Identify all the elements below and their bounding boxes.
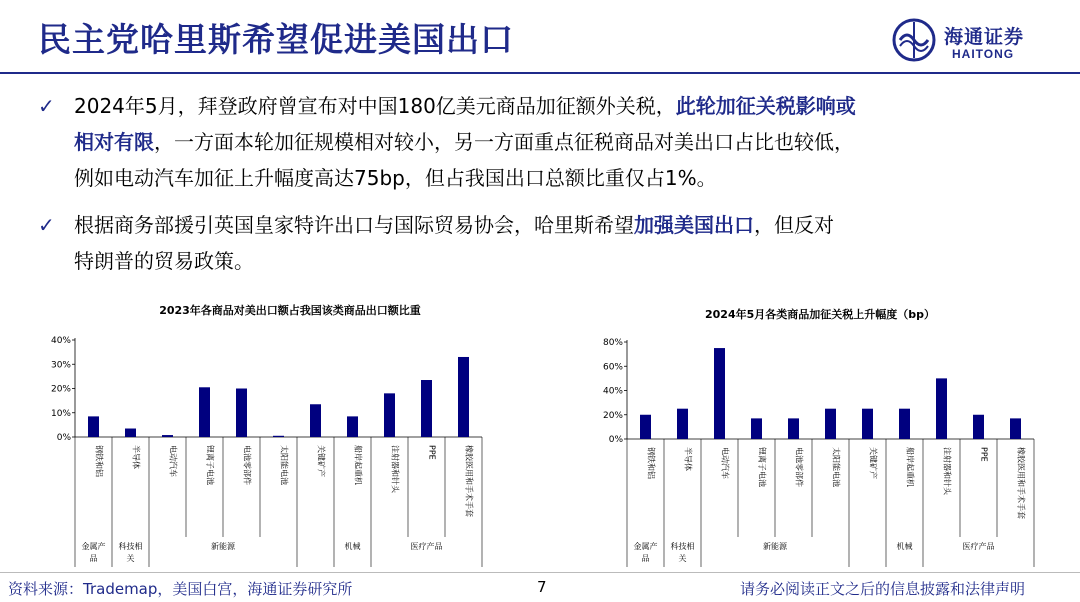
x-tick-label: 电池零部件 bbox=[794, 447, 804, 487]
bullet-1-line1-a: 2024年5月，拜登政府曾宣布对中国180亿美元商品加征额外关税， bbox=[74, 94, 676, 118]
logo-chinese-text: 海通证券 bbox=[944, 26, 1025, 48]
bullet-1-line3: 例如电动汽车加征上升幅度高达75bp，但占我国出口总额比重仅占1%。 bbox=[74, 166, 717, 190]
y-tick-label: 20% bbox=[602, 410, 623, 421]
bar bbox=[458, 357, 469, 437]
x-tick-label: 橡胶医用和手术手套 bbox=[1016, 447, 1026, 519]
footer-divider bbox=[0, 572, 1080, 573]
x-tick-label: PPE bbox=[427, 445, 437, 460]
bar bbox=[236, 389, 247, 438]
checkmark-icon: ✓ bbox=[38, 94, 55, 118]
x-tick-label: 船岸起重机 bbox=[353, 445, 363, 485]
haitong-emblem-icon bbox=[892, 18, 936, 62]
group-label: 金属产 bbox=[633, 542, 658, 551]
group-label: 医疗产品 bbox=[962, 542, 995, 551]
y-tick-label: 80% bbox=[602, 338, 623, 348]
x-tick-label: 关键矿产 bbox=[316, 445, 326, 477]
bar bbox=[751, 418, 762, 439]
y-tick-label: 10% bbox=[50, 408, 71, 419]
x-tick-label: 电动汽车 bbox=[168, 445, 178, 477]
logo-english-text: HAITONG bbox=[952, 47, 1015, 61]
bar bbox=[714, 348, 725, 439]
footer-source: 资料来源：Trademap，美国白宫，海通证券研究所 bbox=[8, 580, 353, 598]
y-tick-label: 0% bbox=[56, 433, 71, 443]
haitong-logo bbox=[892, 18, 1062, 66]
x-tick-label: 钢铁和铝 bbox=[646, 447, 656, 479]
bar bbox=[677, 409, 688, 439]
bar bbox=[310, 404, 321, 437]
bar bbox=[273, 436, 284, 437]
y-tick-label: 40% bbox=[602, 386, 623, 397]
footer-disclaimer: 请务必阅读正文之后的信息披露和法律声明 bbox=[740, 580, 1026, 598]
x-tick-label: 注射器和针头 bbox=[390, 445, 400, 493]
x-tick-label: 船岸起重机 bbox=[905, 447, 915, 487]
bar bbox=[88, 416, 99, 437]
bar bbox=[973, 415, 984, 439]
bullet-2-line1-a: 根据商务部援引英国皇家特许出口与国际贸易协会，哈里斯希望 bbox=[74, 213, 634, 237]
chart-1 bbox=[30, 325, 500, 570]
bullet-1-line1-bold: 此轮加征关税影响或 bbox=[675, 94, 856, 118]
bar bbox=[384, 393, 395, 437]
bar bbox=[640, 415, 651, 439]
x-tick-label: 太阳能电池 bbox=[831, 447, 841, 487]
bar bbox=[825, 409, 836, 439]
x-tick-label: 锂离子电池 bbox=[205, 445, 215, 485]
bullet-1-text bbox=[74, 88, 1024, 196]
y-tick-label: 0% bbox=[608, 435, 623, 445]
group-label: 新能源 bbox=[211, 542, 235, 551]
group-label: 科技相 bbox=[118, 542, 143, 551]
group-label: 新能源 bbox=[763, 542, 787, 551]
group-label: 金属产 bbox=[81, 542, 106, 551]
bullet-2-line1-c: ，但反对 bbox=[754, 213, 834, 237]
chart-1-title: 2023年各商品对美出口额占我国该类商品出口额比重 bbox=[159, 304, 421, 317]
group-label: 医疗产品 bbox=[410, 542, 443, 551]
group-label: 机械 bbox=[344, 542, 361, 551]
bar bbox=[862, 409, 873, 439]
chart-2-title: 2024年5月各类商品加征关税上升幅度（bp） bbox=[704, 308, 936, 321]
bar bbox=[199, 387, 210, 437]
x-tick-label: 关键矿产 bbox=[868, 447, 878, 479]
y-tick-label: 20% bbox=[50, 384, 71, 395]
bullet-2-text bbox=[74, 207, 1024, 279]
x-tick-label: 半导体 bbox=[131, 445, 141, 469]
x-tick-label: 钢铁和铝 bbox=[94, 445, 104, 477]
bullet-1 bbox=[38, 88, 1028, 196]
x-tick-label: 半导体 bbox=[683, 447, 693, 471]
page-title: 民主党哈里斯希望促进美国出口 bbox=[38, 20, 514, 59]
bullet-2-line2: 特朗普的贸易政策。 bbox=[74, 249, 254, 273]
x-tick-label: 锂离子电池 bbox=[757, 447, 767, 487]
x-tick-label: 注射器和针头 bbox=[942, 447, 952, 495]
y-tick-label: 40% bbox=[50, 336, 71, 346]
group-label: 关 bbox=[678, 554, 687, 563]
x-tick-label: 太阳能电池 bbox=[279, 445, 289, 485]
y-tick-label: 60% bbox=[602, 362, 623, 373]
bar bbox=[347, 416, 358, 437]
group-label: 机械 bbox=[896, 542, 913, 551]
header-divider bbox=[0, 72, 1080, 74]
bar bbox=[899, 409, 910, 439]
x-tick-label: 橡胶医用和手术手套 bbox=[464, 445, 474, 517]
bar bbox=[936, 378, 947, 439]
group-label: 品 bbox=[641, 554, 650, 563]
bullet-2 bbox=[38, 207, 1028, 279]
x-tick-label: 电池零部件 bbox=[242, 445, 252, 485]
group-label: 品 bbox=[89, 554, 98, 563]
bar bbox=[788, 418, 799, 439]
bar bbox=[421, 380, 432, 437]
bar bbox=[125, 429, 136, 437]
chart-2 bbox=[560, 325, 1050, 570]
bullet-2-line1-bold: 加强美国出口 bbox=[634, 213, 754, 237]
x-tick-label: PPE bbox=[979, 447, 989, 462]
checkmark-icon: ✓ bbox=[38, 213, 55, 237]
group-label: 科技相 bbox=[670, 542, 695, 551]
bullet-1-line2-b: ，一方面本轮加征规模相对较小，另一方面重点征税商品对美出口占比也较低， bbox=[154, 130, 854, 154]
page-number: 7 bbox=[537, 578, 547, 596]
y-tick-label: 30% bbox=[50, 360, 71, 371]
group-label: 关 bbox=[126, 554, 135, 563]
x-tick-label: 电动汽车 bbox=[720, 447, 730, 479]
bar bbox=[1010, 418, 1021, 439]
bullet-1-line2-bold: 相对有限 bbox=[74, 130, 154, 154]
bar bbox=[162, 435, 173, 437]
